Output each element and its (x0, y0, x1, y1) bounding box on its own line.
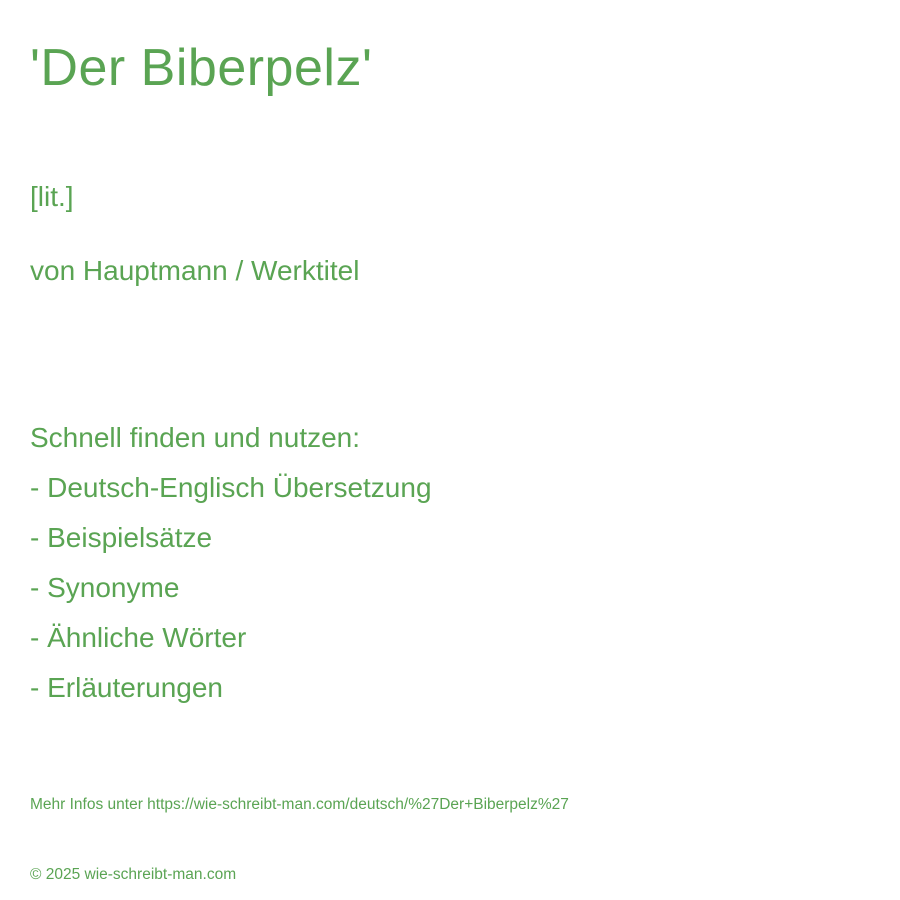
feature-list-item-synonyms: - Synonyme (30, 572, 180, 603)
page-title: 'Der Biberpelz' (30, 39, 373, 97)
more-info-url-link[interactable]: https://wie-schreibt-man.com/deutsch/%27Der+Biberpelz%27 (147, 796, 569, 813)
feature-list-item-similar-words: - Ähnliche Wörter (30, 622, 247, 653)
feature-list-item-explanations: - Erläuterungen (30, 672, 224, 703)
feature-list-item-translation: - Deutsch-Englisch Übersetzung (30, 472, 432, 503)
more-info-prefix: Mehr Infos unter (30, 796, 148, 813)
features-heading: Schnell finden und nutzen: (30, 422, 361, 453)
category-tag: [lit.] (30, 181, 74, 212)
copyright-notice: © 2025 wie-schreibt-man.com (30, 866, 237, 883)
attribution-subtitle: von Hauptmann / Werktitel (30, 255, 360, 286)
more-info-line (30, 796, 569, 814)
feature-list-item-examples: - Beispielsätze (30, 522, 213, 553)
